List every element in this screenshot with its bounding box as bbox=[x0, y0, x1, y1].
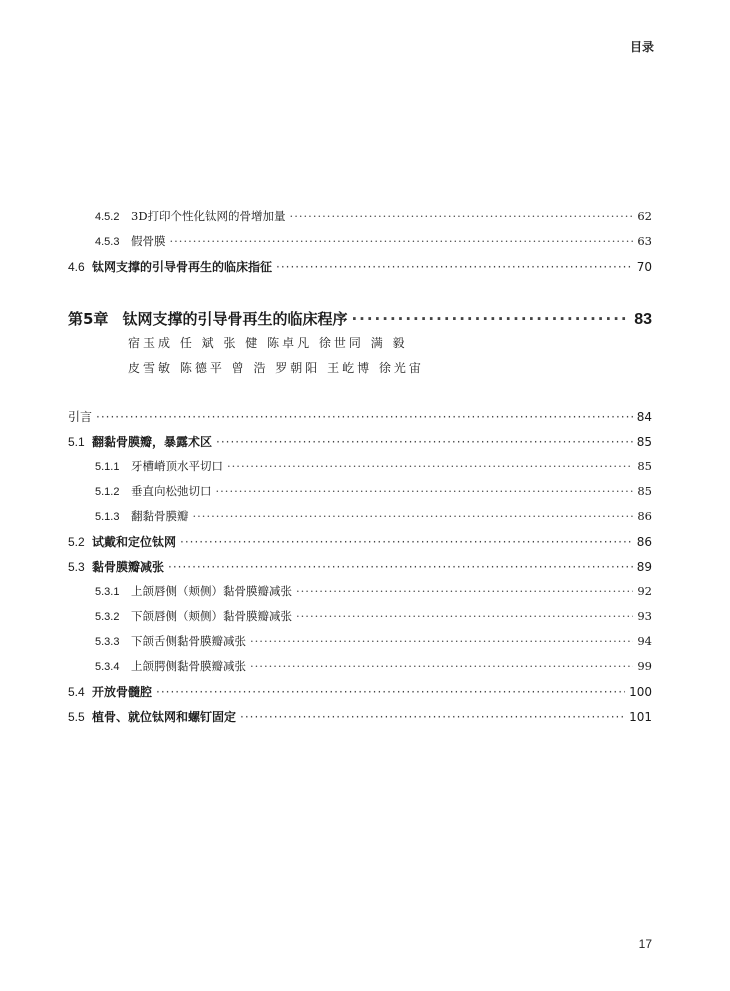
entry-number: 5.5 bbox=[68, 710, 85, 724]
toc-entry-intro[interactable] bbox=[68, 408, 652, 430]
toc-entry-5-1-3[interactable] bbox=[95, 508, 652, 528]
toc-entry-5-5[interactable] bbox=[68, 708, 652, 730]
entry-title: 下颌唇侧（颊侧）黏骨膜瓣减张 bbox=[131, 609, 292, 623]
toc-entry-5-1[interactable] bbox=[68, 433, 652, 455]
dot-leader bbox=[170, 234, 634, 248]
toc-entry-4-5-2[interactable] bbox=[95, 208, 652, 228]
toc-entry-5-3-2[interactable] bbox=[95, 608, 652, 628]
entry-page: 85 bbox=[637, 459, 652, 473]
chapter-title: 钛网支撑的引导骨再生的临床程序 bbox=[122, 310, 348, 328]
entry-title: 试戴和定位钛网 bbox=[92, 535, 177, 549]
dot-leader bbox=[250, 634, 633, 648]
entry-page: 86 bbox=[637, 509, 652, 523]
dot-leader bbox=[276, 260, 633, 274]
entry-number: 4.5.3 bbox=[95, 236, 120, 248]
dot-leader bbox=[156, 685, 625, 699]
toc-entry-5-3-1[interactable] bbox=[95, 583, 652, 603]
entry-page: 85 bbox=[636, 435, 652, 449]
chapter-number: 第5章 bbox=[68, 310, 109, 328]
entry-title: 垂直向松弛切口 bbox=[131, 484, 212, 498]
entry-number: 4.6 bbox=[68, 260, 85, 274]
entry-page: 85 bbox=[637, 484, 652, 498]
entry-number: 5.3 bbox=[68, 560, 85, 574]
dot-leader bbox=[296, 609, 633, 623]
entry-page: 100 bbox=[629, 685, 652, 699]
chapter-authors-line-1: 宿玉成 任 斌 张 健 陈卓凡 徐世同 满 毅 bbox=[128, 336, 408, 350]
entry-page: 92 bbox=[637, 584, 652, 598]
entry-number: 5.1.1 bbox=[95, 461, 120, 473]
dot-leader bbox=[193, 509, 634, 523]
toc-chapter-5[interactable] bbox=[68, 308, 652, 334]
entry-title: 翻黏骨膜瓣，暴露术区 bbox=[92, 435, 213, 449]
dot-leader bbox=[96, 410, 633, 424]
dot-leader bbox=[351, 310, 630, 328]
entry-page: 101 bbox=[629, 710, 652, 724]
entry-title: 植骨、就位钛网和螺钉固定 bbox=[92, 710, 237, 724]
dot-leader bbox=[216, 435, 633, 449]
toc-entry-5-3[interactable] bbox=[68, 558, 652, 580]
entry-title: 翻黏骨膜瓣 bbox=[131, 509, 189, 523]
entry-title: 牙槽嵴顶水平切口 bbox=[131, 459, 223, 473]
entry-number: 4.5.2 bbox=[95, 211, 120, 223]
chapter-page: 83 bbox=[634, 311, 652, 328]
entry-title: 钛网支撑的引导骨再生的临床指征 bbox=[92, 260, 273, 274]
entry-page: 63 bbox=[637, 234, 652, 248]
toc-entry-5-1-1[interactable] bbox=[95, 458, 652, 478]
entry-title: 假骨膜 bbox=[131, 234, 166, 248]
toc-entry-5-4[interactable] bbox=[68, 683, 652, 705]
toc-entry-5-2[interactable] bbox=[68, 533, 652, 555]
entry-page: 89 bbox=[636, 560, 652, 574]
page-number: 17 bbox=[638, 937, 652, 951]
dot-leader bbox=[168, 560, 633, 574]
entry-number: 5.1 bbox=[68, 435, 85, 449]
entry-number: 5.4 bbox=[68, 685, 85, 699]
toc-entry-4-5-3[interactable] bbox=[95, 233, 652, 253]
toc-entry-5-3-3[interactable] bbox=[95, 633, 652, 653]
dot-leader bbox=[290, 209, 634, 223]
entry-number: 5.3.1 bbox=[95, 586, 120, 598]
dot-leader bbox=[296, 584, 633, 598]
toc-entry-5-1-2[interactable] bbox=[95, 483, 652, 503]
entry-page: 62 bbox=[637, 209, 652, 223]
entry-number: 5.1.2 bbox=[95, 486, 120, 498]
entry-number: 5.2 bbox=[68, 535, 85, 549]
entry-title: 黏骨膜瓣减张 bbox=[92, 560, 165, 574]
entry-page: 99 bbox=[637, 659, 652, 673]
dot-leader bbox=[180, 535, 633, 549]
entry-page: 93 bbox=[637, 609, 652, 623]
toc-entry-4-6[interactable] bbox=[68, 258, 652, 280]
entry-page: 94 bbox=[637, 634, 652, 648]
dot-leader bbox=[216, 484, 634, 498]
entry-title: 引言 bbox=[68, 410, 93, 424]
entry-number: 5.3.4 bbox=[95, 661, 120, 673]
chapter-authors-line-2: 皮雪敏 陈德平 曾 浩 罗朝阳 王屹博 徐光宙 bbox=[128, 361, 424, 375]
entry-page: 70 bbox=[636, 260, 652, 274]
entry-number: 5.3.2 bbox=[95, 611, 120, 623]
entry-title: 开放骨髓腔 bbox=[92, 685, 153, 699]
entry-number: 5.1.3 bbox=[95, 511, 120, 523]
toc-entry-5-3-4[interactable] bbox=[95, 658, 652, 678]
entry-title: 3D打印个性化钛网的骨增加量 bbox=[131, 209, 286, 223]
running-head: 目录 bbox=[629, 40, 654, 54]
dot-leader bbox=[227, 459, 633, 473]
entry-title: 上颌腭侧黏骨膜瓣减张 bbox=[131, 659, 246, 673]
dot-leader bbox=[250, 659, 633, 673]
entry-title: 下颌舌侧黏骨膜瓣减张 bbox=[131, 634, 246, 648]
entry-page: 86 bbox=[636, 535, 652, 549]
dot-leader bbox=[240, 710, 625, 724]
entry-title: 上颌唇侧（颊侧）黏骨膜瓣减张 bbox=[131, 584, 292, 598]
entry-number: 5.3.3 bbox=[95, 636, 120, 648]
entry-page: 84 bbox=[636, 410, 652, 424]
